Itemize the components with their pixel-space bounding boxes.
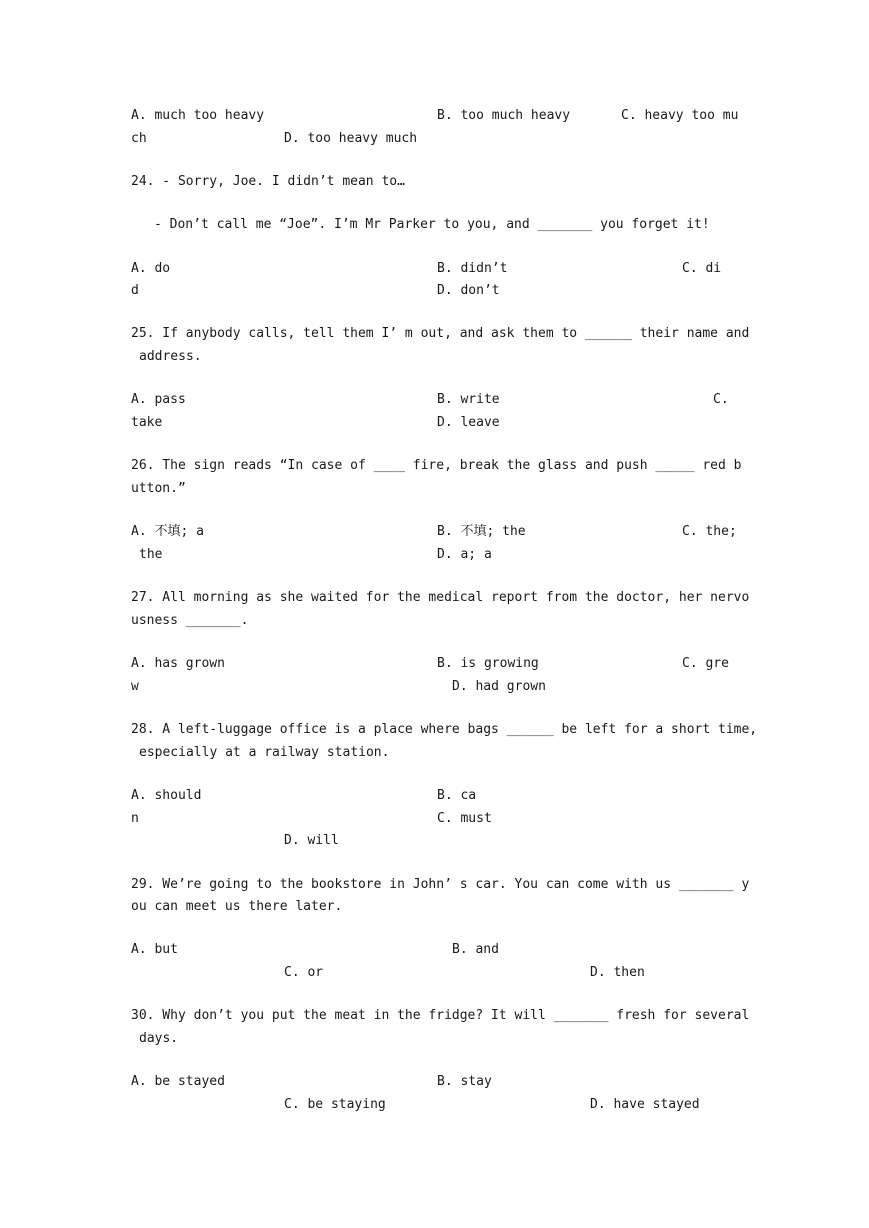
q30-option-a: A. be stayed [131,1074,225,1089]
q23-option-c: C. heavy too mu [621,108,739,123]
q30-stem-line1: 30. Why don’t you put the meat in the fridge? It will _______ fresh for several [131,1008,750,1023]
q23-option-b: B. too much heavy [437,108,571,123]
q29-stem-line2: ou can meet us there later. [131,899,343,914]
q26-option-d: D. a; a [437,547,492,562]
q23-option-c-cont: ch [131,131,147,146]
q29-option-c: C. or [284,965,324,980]
q24-option-a: A. do [131,261,171,276]
q25-option-b: B. write [437,392,500,407]
q27-option-c-cont: w [131,679,139,694]
q23-option-a: A. much too heavy [131,108,265,123]
q26-option-b: B. 不填; the [437,524,526,539]
q29-option-b: B. and [452,942,499,957]
q26-stem-line2: utton.” [131,481,186,496]
q26-option-c: C. the; [682,524,737,539]
q28-stem-line1: 28. A left-luggage office is a place where bags ______ be left for a short time, [131,722,758,737]
q29-option-a: A. but [131,942,178,957]
q24-option-b: B. didn’t [437,261,508,276]
q24-option-d: D. don’t [437,283,500,298]
q27-option-d: D. had grown [452,679,546,694]
q28-option-d: D. will [284,833,339,848]
q28-option-a: A. should [131,788,202,803]
q26-option-c-cont: the [139,547,163,562]
q25-option-c: C. [713,392,729,407]
q24-stem-line2: - Don’t call me “Joe”. I’m Mr Parker to you, and _______ you forget it! [154,217,710,232]
q29-option-d: D. then [590,965,645,980]
q25-option-d: D. leave [437,415,500,430]
q30-option-b: B. stay [437,1074,492,1089]
q30-option-d: D. have stayed [590,1097,700,1112]
q24-stem-line1: 24. - Sorry, Joe. I didn’t mean to… [131,174,405,189]
q29-stem-line1: 29. We’re going to the bookstore in John’ s car. You can come with us _______ y [131,877,750,892]
q26-option-a: A. 不填; a [131,524,204,539]
q25-stem-line1: 25. If anybody calls, tell them I’ m out, and ask them to ______ their name and [131,326,750,341]
q27-option-a: A. has grown [131,656,225,671]
q27-stem-line2: usness _______. [131,613,249,628]
q28-option-b: B. ca [437,788,477,803]
q25-option-c-cont: take [131,415,163,430]
q30-option-c: C. be staying [284,1097,386,1112]
q28-option-b-cont: n [131,811,139,826]
q27-stem-line1: 27. All morning as she waited for the medical report from the doctor, her nervo [131,590,750,605]
q24-option-c: C. di [682,261,722,276]
q24-option-c-cont: d [131,283,139,298]
q30-stem-line2: days. [139,1031,179,1046]
q25-option-a: A. pass [131,392,186,407]
q26-stem-line1: 26. The sign reads “In case of ____ fire, break the glass and push _____ red b [131,458,742,473]
q28-option-c: C. must [437,811,492,826]
q25-stem-line2: address. [139,349,202,364]
q27-option-b: B. is growing [437,656,539,671]
q28-stem-line2: especially at a railway station. [139,745,390,760]
q27-option-c: C. gre [682,656,729,671]
q23-option-d: D. too heavy much [284,131,418,146]
